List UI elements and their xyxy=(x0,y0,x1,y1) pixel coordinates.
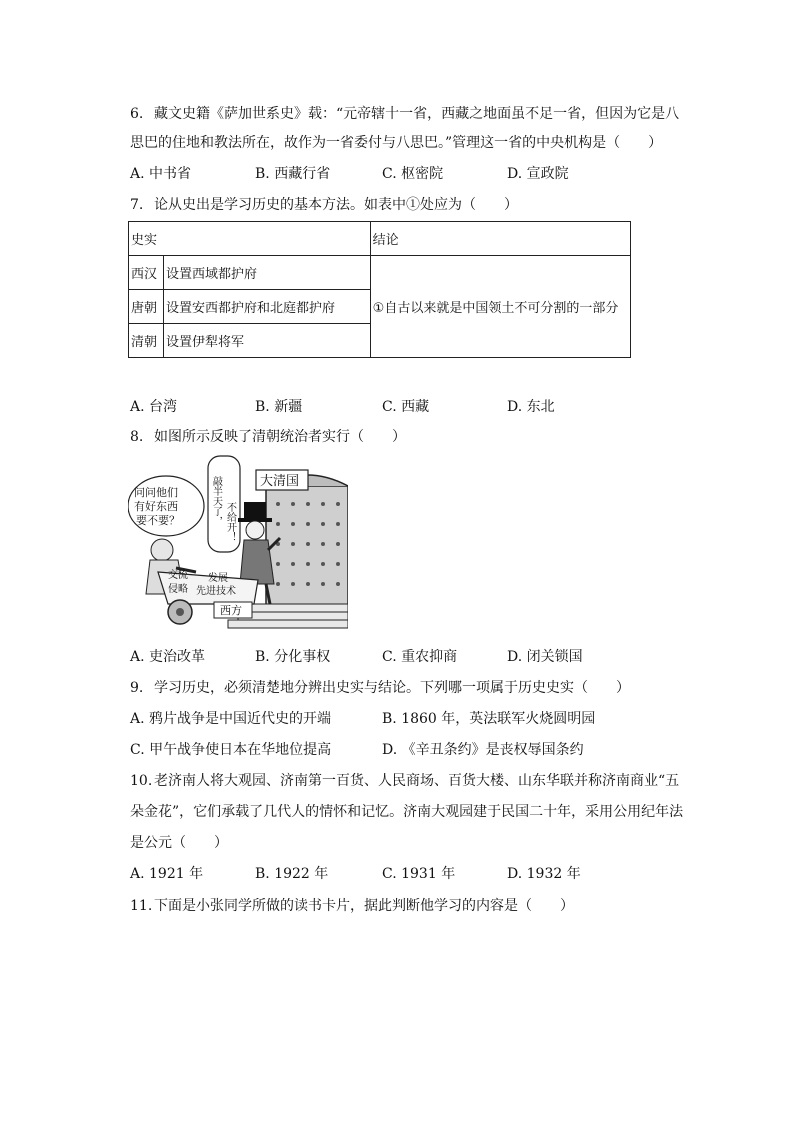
q8-number: 8. xyxy=(130,429,144,445)
table-row xyxy=(129,256,631,290)
q9-stem-line xyxy=(130,678,630,698)
q6-line2: 思巴的住地和教法所在，故作为一省委付与八思巴。”管理这一省的中央机构是（ ） xyxy=(130,135,663,151)
q7-table-header xyxy=(129,222,631,256)
q6-options xyxy=(130,164,690,184)
q8-stem: 如图所示反映了清朝统治者实行（ ） xyxy=(154,429,406,445)
q6-number: 6. xyxy=(130,106,144,122)
fact-cell: 设置安西都护府和北庭都护府 xyxy=(164,290,371,324)
q7-stem: 论从史出是学习历史的基本方法。如表中①处应为（ ） xyxy=(154,197,518,213)
q10-option-a[interactable]: A. 1921 年 xyxy=(130,866,204,882)
q11-stem-line xyxy=(130,896,574,916)
q9-number: 9. xyxy=(130,680,144,696)
speech-left-line1: 问问他们 xyxy=(134,486,178,499)
q7-stem-line xyxy=(130,195,518,215)
dynasty-cell: 唐朝 xyxy=(129,290,164,324)
cart-label: 西方 xyxy=(220,604,242,617)
q9-option-d[interactable]: D. 《辛丑条约》是丧权辱国条约 xyxy=(382,742,584,758)
cart-word-exchange: 交流 xyxy=(168,570,188,581)
speech-left-line3: 要不要？ xyxy=(136,514,180,527)
speech-right-line2: 不给开！ xyxy=(224,502,236,542)
q7-option-b[interactable]: B. 新疆 xyxy=(255,399,303,415)
q10-option-b[interactable]: B. 1922 年 xyxy=(255,866,329,882)
q10-number: 10. xyxy=(130,773,153,789)
q8-stem-line xyxy=(130,427,406,447)
q10-line3: 是公元（ ） xyxy=(130,835,228,851)
cart-word-invasion: 侵略 xyxy=(168,584,188,595)
fact-cell: 设置伊犁将军 xyxy=(164,324,371,358)
q11-stem: 下面是小张同学所做的读书卡片，据此判断他学习的内容是（ ） xyxy=(154,898,574,914)
q8-option-b[interactable]: B. 分化事权 xyxy=(255,649,331,665)
q7-number: 7. xyxy=(130,197,144,213)
q8-option-a[interactable]: A. 吏治改革 xyxy=(130,649,206,665)
q9-option-a[interactable]: A. 鸦片战争是中国近代史的开端 xyxy=(130,711,332,727)
door-sign-text: 大清国 xyxy=(260,474,300,489)
q9-options-row2 xyxy=(130,740,690,760)
q9-stem: 学习历史，必须清楚地分辨出史实与结论。下列哪一项属于历史史实（ ） xyxy=(154,680,630,696)
q6-option-b[interactable]: B. 西藏行省 xyxy=(255,166,331,182)
top-hat xyxy=(244,502,266,520)
q6-text-1: 藏文史籍《萨加世系史》载：“元帝辖十一省，西藏之地面虽不足一省，但因为它是八 xyxy=(154,106,680,122)
q9-option-b[interactable]: B. 1860 年，英法联军火烧圆明园 xyxy=(382,711,596,727)
q11-number: 11. xyxy=(130,898,153,914)
q7-option-a[interactable]: A. 台湾 xyxy=(130,399,178,415)
q6-line1 xyxy=(130,104,679,124)
q8-option-c[interactable]: C. 重农抑商 xyxy=(382,649,458,665)
cart-word-develop: 发展 xyxy=(208,573,228,584)
cartoon-illustration xyxy=(128,454,348,634)
q7-table xyxy=(128,221,631,358)
cart-word-technology: 先进技术 xyxy=(196,586,236,597)
conclusion-cell: ①自古以来就是中国领土不可分割的一部分 xyxy=(370,256,630,358)
q10-option-d[interactable]: D. 1932 年 xyxy=(507,866,581,882)
q6-option-c[interactable]: C. 枢密院 xyxy=(382,166,444,182)
header-facts: 史实 xyxy=(129,222,371,256)
q10-options xyxy=(130,864,690,884)
fact-cell: 设置西域都护府 xyxy=(164,256,371,290)
q10-option-c[interactable]: C. 1931 年 xyxy=(382,866,456,882)
q10-line1 xyxy=(130,771,679,791)
q8-option-d[interactable]: D. 闭关锁国 xyxy=(507,649,583,665)
q7-options xyxy=(130,397,690,417)
speech-right-line1: 敲半天了， xyxy=(210,476,222,526)
q10-text-1: 老济南人将大观园、济南第一百货、人民商场、百货大楼、山东华联并称济南商业“五 xyxy=(154,773,680,789)
q9-option-c[interactable]: C. 甲午战争使日本在华地位提高 xyxy=(130,742,332,758)
dynasty-cell: 西汉 xyxy=(129,256,164,290)
q7-option-d[interactable]: D. 东北 xyxy=(507,399,555,415)
q8-cartoon xyxy=(128,454,348,634)
q8-options xyxy=(130,647,690,667)
q6-option-d[interactable]: D. 宣政院 xyxy=(507,166,569,182)
header-conclusion: 结论 xyxy=(370,222,630,256)
q6-option-a[interactable]: A. 中书省 xyxy=(130,166,192,182)
q10-line2: 朵金花”，它们承载了几代人的情怀和记忆。济南大观园建于民国二十年，采用公用纪年法 xyxy=(130,804,684,820)
q9-options-row1 xyxy=(130,709,690,729)
speech-left-line2: 有好东西 xyxy=(134,500,178,513)
q7-option-c[interactable]: C. 西藏 xyxy=(382,399,430,415)
dynasty-cell: 清朝 xyxy=(129,324,164,358)
